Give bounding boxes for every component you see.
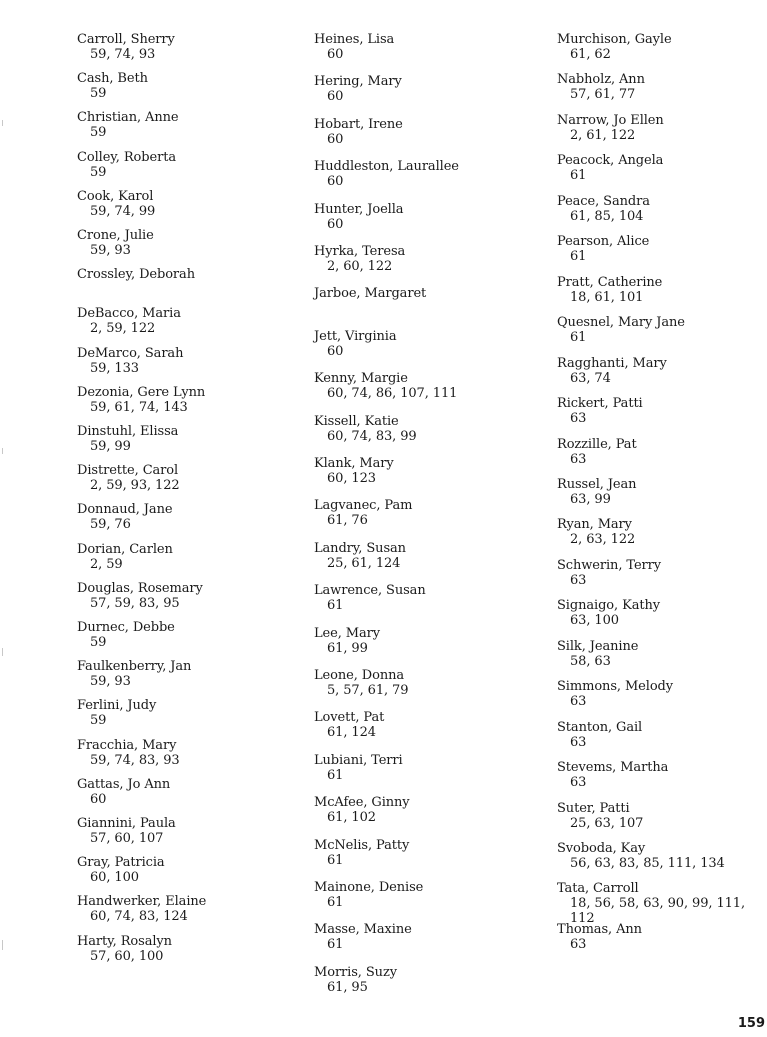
entry-name: Simmons, Melody [557,679,674,694]
entry-pages: 59, 74, 83, 93 [90,753,180,768]
entry-name: Suter, Patti [557,801,630,816]
entry-pages: 60, 74, 83, 99 [327,429,417,444]
entry-pages: 59, 76 [90,517,131,532]
entry-name: Ragghanti, Mary [557,356,667,371]
index-entry [557,72,645,102]
entry-name: Nabholz, Ann [557,72,645,87]
entry-name: DeMarco, Sarah [77,346,184,361]
entry-name: Cook, Karol [77,189,154,204]
index-entry [77,620,175,650]
entry-pages: 61, 85, 104 [570,209,644,224]
index-entry [77,698,156,728]
index-entry [77,816,176,846]
entry-pages: 2, 63, 122 [570,532,636,547]
entry-pages: 61, 76 [327,513,368,528]
entry-pages: 60, 74, 86, 107, 111 [327,386,458,401]
entry-name: Masse, Maxine [314,922,412,937]
entry-pages: 59 [90,713,107,728]
entry-name: Silk, Jeanine [557,639,639,654]
entry-pages: 57, 61, 77 [570,87,636,102]
entry-pages: 2, 59 [90,557,123,572]
margin-mark [2,648,3,656]
entry-name: Peace, Sandra [557,194,650,209]
entry-pages: 63 [570,937,587,952]
entry-name: Hunter, Joella [314,202,404,217]
entry-name: Pearson, Alice [557,234,650,249]
entry-name: DeBacco, Maria [77,306,181,321]
entry-pages: 63 [570,735,587,750]
entry-pages: 63, 99 [570,492,611,507]
entry-pages: 59 [90,165,107,180]
index-entry [557,639,638,669]
entry-name: Donnaud, Jane [77,502,173,517]
index-entry [314,795,410,825]
entry-pages: 61 [327,768,344,783]
entry-name: Lubiani, Terri [314,753,403,768]
entry-name: Gray, Patricia [77,855,165,870]
entry-name: Jarboe, Margaret [314,286,427,301]
entry-name: Thomas, Ann [557,922,642,937]
entry-pages: 2, 60, 122 [327,259,393,274]
entry-pages: 60 [327,217,344,232]
entry-pages: 61, 102 [327,810,376,825]
entry-pages: 2, 61, 122 [570,128,636,143]
index-entry [77,189,155,219]
entry-name: Distrette, Carol [77,463,179,478]
index-entry [314,286,426,301]
entry-pages: 61 [327,895,344,910]
entry-name: Rozzille, Pat [557,437,637,452]
entry-pages: 61, 95 [327,980,368,995]
entry-name: Narrow, Jo Ellen [557,113,664,128]
entry-pages: 59, 74, 93 [90,47,156,62]
entry-name: Hering, Mary [314,74,402,89]
entry-pages: 59, 93 [90,674,131,689]
entry-name: Pratt, Catherine [557,275,663,290]
index-entry [77,502,172,532]
index-entry [314,202,403,232]
index-entry [314,159,459,189]
entry-pages: 60, 74, 83, 124 [90,909,188,924]
index-entry [77,267,195,282]
entry-name: Dezonia, Gere Lynn [77,385,206,400]
margin-mark [2,120,3,126]
entry-pages: 60, 100 [90,870,139,885]
entry-name: Handwerker, Elaine [77,894,207,909]
entry-name: Stevems, Martha [557,760,669,775]
index-entry [557,113,664,143]
entry-pages: 59 [90,125,107,140]
entry-pages: 2, 59, 93, 122 [90,478,180,493]
index-entry [77,424,178,454]
index-entry [557,720,642,750]
index-entry [557,315,685,345]
entry-name: Klank, Mary [314,456,394,471]
entry-name: Signaigo, Kathy [557,598,660,613]
index-entry [314,74,402,104]
entry-name: Durnec, Debbe [77,620,175,635]
entry-name: Lawrence, Susan [314,583,426,598]
entry-pages: 60 [327,174,344,189]
entry-pages: 25, 63, 107 [570,816,644,831]
entry-name: Crossley, Deborah [77,267,195,282]
entry-name: Rickert, Patti [557,396,643,411]
index-entry [314,668,408,698]
entry-name: Hobart, Irene [314,117,403,132]
entry-pages: 56, 63, 83, 85, 111, 134 [570,856,725,871]
entry-name: Colley, Roberta [77,150,176,165]
index-entry [77,777,170,807]
entry-pages: 59 [90,635,107,650]
index-entry [77,385,205,415]
entry-pages: 60 [327,344,344,359]
entry-name: Jett, Virginia [314,329,397,344]
entry-pages: 63 [570,694,587,709]
entry-name: Gattas, Jo Ann [77,777,171,792]
entry-name: Stanton, Gail [557,720,643,735]
entry-name: Harty, Rosalyn [77,934,172,949]
index-entry [77,894,206,924]
entry-pages: 2, 59, 122 [90,321,156,336]
entry-pages: 59, 99 [90,439,131,454]
entry-pages: 63 [570,573,587,588]
index-entry [77,659,191,689]
index-entry [557,437,637,467]
index-entry [557,356,667,386]
entry-name: Lee, Mary [314,626,381,641]
index-entry [314,541,406,571]
entry-name: Giannini, Paula [77,816,176,831]
entry-name: Kissell, Katie [314,414,399,429]
entry-name: Schwerin, Terry [557,558,662,573]
index-entry [77,463,180,493]
entry-name: McNelis, Patty [314,838,410,853]
entry-name: Lagvanec, Pam [314,498,413,513]
entry-pages: 61, 124 [327,725,376,740]
index-entry [314,583,426,613]
entry-name: Mainone, Denise [314,880,424,895]
entry-pages: 57, 60, 107 [90,831,164,846]
index-entry [77,542,173,572]
entry-pages: 63, 100 [570,613,619,628]
entry-pages: 61 [327,598,344,613]
index-entry [557,922,642,952]
entry-name: Tata, Carroll [557,881,639,896]
entry-pages: 59, 61, 74, 143 [90,400,188,415]
index-entry [314,414,417,444]
entry-name: Cash, Beth [77,71,148,86]
index-entry [557,234,649,264]
entry-pages: 61, 62 [570,47,611,62]
index-entry [314,498,412,528]
index-entry [77,228,154,258]
entry-name: Christian, Anne [77,110,179,125]
index-entry [557,275,662,305]
entry-name: Russel, Jean [557,477,637,492]
index-entry [77,110,178,140]
entry-pages: 61 [570,168,587,183]
index-entry [77,581,203,611]
entry-name: Faulkenberry, Jan [77,659,192,674]
index-entry [314,371,457,401]
entry-name: Douglas, Rosemary [77,581,203,596]
entry-pages: 60, 123 [327,471,376,486]
entry-name: Dinstuhl, Elissa [77,424,179,439]
entry-pages: 61 [327,853,344,868]
index-entry [77,306,181,336]
index-entry [557,517,635,547]
entry-pages: 59, 74, 99 [90,204,156,219]
index-entry [314,456,394,486]
entry-pages: 61 [327,937,344,952]
entry-pages: 63, 74 [570,371,611,386]
entry-name: McAfee, Ginny [314,795,410,810]
entry-name: Huddleston, Laurallee [314,159,459,174]
entry-name: Crone, Julie [77,228,154,243]
entry-name: Leone, Donna [314,668,405,683]
index-entry [557,841,725,871]
entry-pages: 57, 59, 83, 95 [90,596,180,611]
index-entry [557,760,668,790]
index-entry [557,194,650,224]
entry-name: Peacock, Angela [557,153,664,168]
entry-pages: 60 [327,47,344,62]
entry-pages: 61 [570,330,587,345]
index-entry [314,838,409,868]
entry-pages: 5, 57, 61, 79 [327,683,409,698]
entry-name: Kenny, Margie [314,371,408,386]
entry-pages: 59 [90,86,107,101]
entry-pages: 63 [570,411,587,426]
entry-name: Ryan, Mary [557,517,632,532]
entry-name: Heines, Lisa [314,32,395,47]
index-entry [314,753,403,783]
index-entry [314,880,423,910]
entry-pages: 18, 56, 58, 63, 90, 99, 111, [570,896,745,911]
index-entry [557,477,636,507]
entry-pages: 63 [570,775,587,790]
entry-name: Carroll, Sherry [77,32,175,47]
index-entry [77,934,172,964]
entry-pages: 60 [327,89,344,104]
entry-name: Morris, Suzy [314,965,397,980]
entry-name: Dorian, Carlen [77,542,173,557]
entry-name: Landry, Susan [314,541,406,556]
entry-name: Fracchia, Mary [77,738,177,753]
margin-mark [2,448,3,454]
index-entry [77,32,175,62]
entry-pages: 61 [570,249,587,264]
entry-pages: 112 [570,911,595,926]
entry-pages: 57, 60, 100 [90,949,164,964]
page-number: 159 [737,1016,765,1031]
index-entry [77,346,183,376]
index-entry [557,881,745,926]
entry-name: Lovett, Pat [314,710,385,725]
entry-name: Murchison, Gayle [557,32,672,47]
index-entry [557,801,643,831]
index-entry [77,71,148,101]
entry-pages: 59, 133 [90,361,139,376]
index-entry [557,598,660,628]
index-entry [314,626,380,656]
entry-pages: 18, 61, 101 [570,290,644,305]
index-entry [77,738,180,768]
entry-pages: 63 [570,452,587,467]
index-entry [557,32,672,62]
entry-pages: 59, 93 [90,243,131,258]
index-entry [557,679,673,709]
entry-name: Quesnel, Mary Jane [557,315,685,330]
index-entry [314,244,405,274]
entry-pages: 25, 61, 124 [327,556,401,571]
index-entry [314,329,397,359]
margin-mark [2,940,3,950]
index-entry [314,965,397,995]
index-entry [557,396,643,426]
index-entry [314,922,412,952]
index-entry [557,153,663,183]
entry-pages: 61, 99 [327,641,368,656]
index-entry [77,855,165,885]
entry-pages: 58, 63 [570,654,611,669]
index-entry [557,558,661,588]
entry-name: Svoboda, Kay [557,841,646,856]
entry-name: Ferlini, Judy [77,698,157,713]
entry-name: Hyrka, Teresa [314,244,406,259]
index-entry [77,150,176,180]
index-entry [314,710,384,740]
index-entry [314,32,394,62]
index-entry [314,117,403,147]
entry-pages: 60 [90,792,107,807]
entry-pages: 60 [327,132,344,147]
